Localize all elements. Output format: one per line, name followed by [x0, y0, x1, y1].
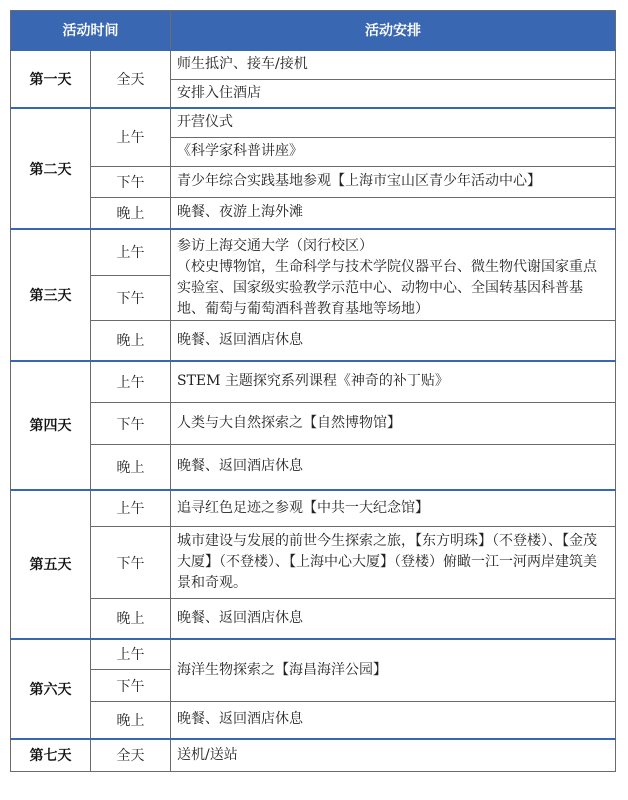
slot-evening: 晚上 [91, 702, 171, 739]
day-label: 第六天 [11, 639, 91, 739]
activity-cell: 晚餐、返回酒店休息 [171, 702, 616, 739]
activity-cell: 人类与大自然探索之【自然博物馆】 [171, 403, 616, 445]
table-row [11, 361, 616, 403]
table-row [11, 739, 616, 772]
day-label: 第五天 [11, 490, 91, 639]
activity-cell: 晚餐、返回酒店休息 [171, 599, 616, 639]
activity-cell: 安排入住酒店 [171, 79, 616, 108]
activity-cell: 晚餐、返回酒店休息 [171, 445, 616, 490]
slot-evening: 晚上 [91, 197, 171, 229]
day-label: 第二天 [11, 108, 91, 229]
slot-allday: 全天 [91, 50, 171, 108]
header-row [11, 11, 616, 51]
activity-cell: 追寻红色足迹之参观【中共一大纪念馆】 [171, 490, 616, 527]
table-row [11, 702, 616, 739]
day-label: 第一天 [11, 50, 91, 108]
header-activity-schedule: 活动安排 [171, 11, 616, 51]
day-label: 第七天 [11, 739, 91, 772]
slot-morning: 上午 [91, 490, 171, 527]
slot-afternoon: 下午 [91, 527, 171, 599]
table-row [11, 527, 616, 599]
table-row [11, 50, 616, 79]
table-row [11, 197, 616, 229]
table-row [11, 599, 616, 639]
activity-cell: 青少年综合实践基地参观【上海市宝山区青少年活动中心】 [171, 166, 616, 197]
slot-evening: 晚上 [91, 599, 171, 639]
table-row [11, 490, 616, 527]
slot-afternoon: 下午 [91, 275, 171, 320]
activity-cell: 海洋生物探索之【海昌海洋公园】 [171, 639, 616, 702]
activity-cell: STEM 主题探究系列课程《神奇的补丁贴》 [171, 361, 616, 403]
activity-cell: 《科学家科普讲座》 [171, 137, 616, 166]
table-row [11, 166, 616, 197]
activity-cell [171, 229, 616, 321]
activity-line: 参访上海交通大学（闵行校区） [177, 238, 373, 254]
slot-afternoon: 下午 [91, 166, 171, 197]
slot-afternoon: 下午 [91, 403, 171, 445]
table-row [11, 445, 616, 490]
table-row [11, 639, 616, 670]
activity-cell: 晚餐、返回酒店休息 [171, 321, 616, 361]
activity-cell: 城市建设与发展的前世今生探索之旅，【东方明珠】（不登楼）、【金茂大厦】（不登楼）、【上海中心大厦】（登楼）俯瞰一江一河两岸建筑美景和奇观。 [171, 527, 616, 599]
table-row [11, 229, 616, 275]
activity-cell: 开营仪式 [171, 108, 616, 137]
slot-morning: 上午 [91, 108, 171, 166]
slot-morning: 上午 [91, 361, 171, 403]
slot-evening: 晚上 [91, 445, 171, 490]
activity-cell: 师生抵沪、接车/接机 [171, 50, 616, 79]
day-label: 第三天 [11, 229, 91, 361]
table-row [11, 403, 616, 445]
header-activity-time: 活动时间 [11, 11, 171, 51]
activity-detail: （校史博物馆，生命科学与技术学院仪器平台、微生物代谢国家重点实验室、国家级实验教学示范中心、动物中心、全国转基因科普基地、葡萄与葡萄酒科普教育基地等场地） [177, 259, 597, 317]
slot-morning: 上午 [91, 639, 171, 670]
activity-cell: 晚餐、夜游上海外滩 [171, 197, 616, 229]
slot-afternoon: 下午 [91, 670, 171, 702]
slot-morning: 上午 [91, 229, 171, 275]
slot-evening: 晚上 [91, 321, 171, 361]
table-row [11, 321, 616, 361]
schedule-table [10, 10, 616, 772]
table-row [11, 108, 616, 137]
day-label: 第四天 [11, 361, 91, 490]
activity-cell: 送机/送站 [171, 739, 616, 772]
slot-allday: 全天 [91, 739, 171, 772]
